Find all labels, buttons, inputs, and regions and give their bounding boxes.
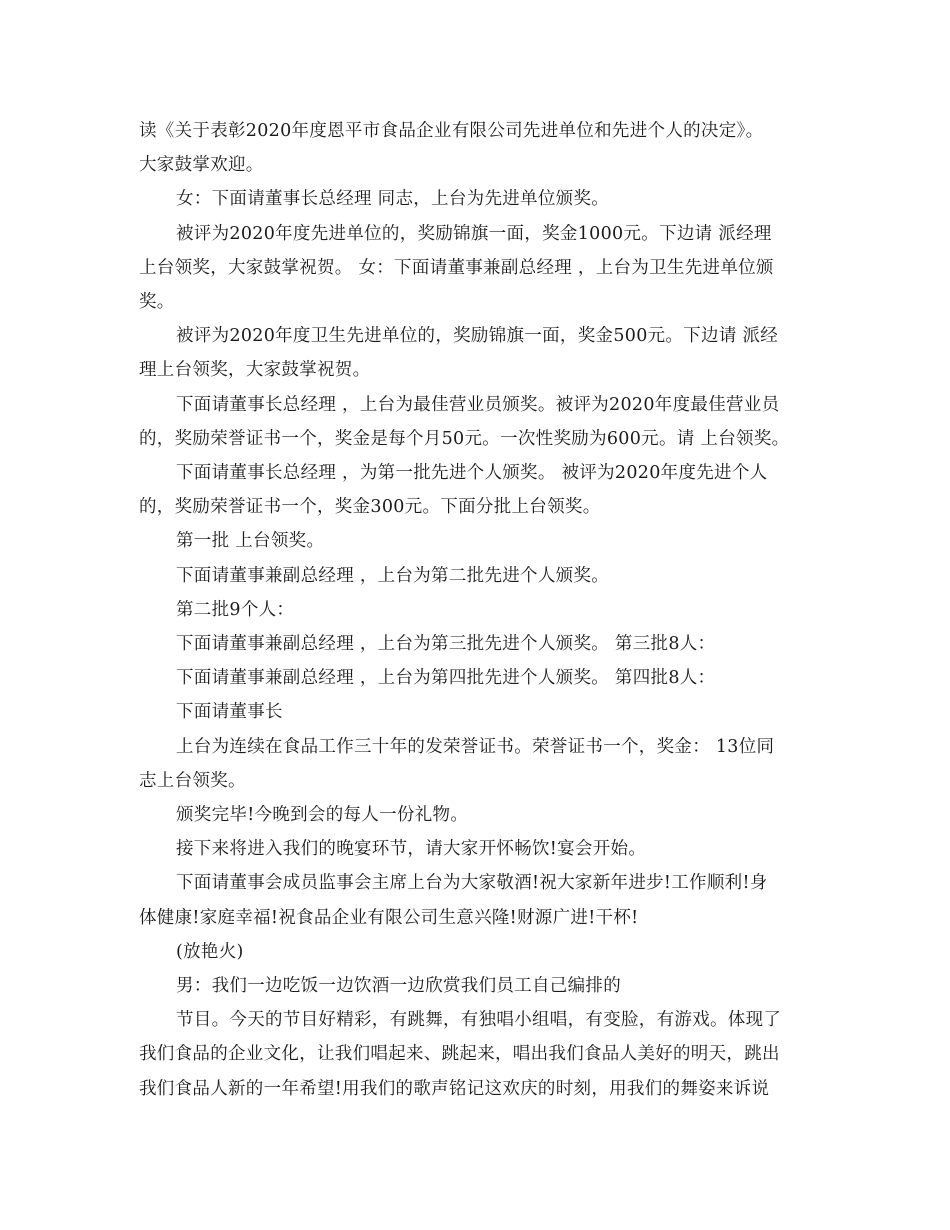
document-line: 下面请董事兼副总经理 ，上台为第二批先进个人颁奖。 <box>176 565 610 586</box>
document-line: 体健康!家庭幸福!祝食品企业有限公司生意兴隆!财源广进!干杯! <box>139 907 639 928</box>
document-line: 下面请董事兼副总经理 ，上台为第四批先进个人颁奖。 第四批8人： <box>176 668 716 689</box>
document-line: (放艳火) <box>176 941 244 962</box>
document-line: 被评为2020年度先进单位的，奖励锦旗一面，奖金1000元。下边请 派经理 <box>176 223 772 244</box>
document-line: 女：下面请董事长总经理 同志，上台为先进单位颁奖。 <box>176 189 610 210</box>
document-line: 上台领奖，大家鼓掌祝贺。 女：下面请董事兼副总经理 ，上台为卫生先进单位颁 <box>139 257 774 278</box>
document-line: 第二批9个人： <box>176 599 295 620</box>
document-line: 下面请董事长 <box>176 702 283 723</box>
document-line: 节目。今天的节目好精彩，有跳舞，有独唱小组唱，有变脸，有游戏。体现了 <box>176 1010 782 1031</box>
document-line: 被评为2020年度卫生先进单位的，奖励锦旗一面，奖金500元。下边请 派经 <box>176 326 779 347</box>
document-line: 奖。 <box>139 292 175 313</box>
document-line: 我们食品人新的一年希望!用我们的歌声铭记这欢庆的时刻，用我们的舞姿来诉说 <box>139 1078 770 1099</box>
document-body <box>139 114 814 1106</box>
document-line: 下面请董事兼副总经理 ，上台为第三批先进个人颁奖。 第三批8人： <box>176 634 716 655</box>
document-line: 颁奖完毕!今晚到会的每人一份礼物。 <box>176 805 469 826</box>
document-line: 我们食品的企业文化，让我们唱起来、跳起来，唱出我们食品人美好的明天，跳出 <box>139 1044 780 1065</box>
document-line: 大家鼓掌欢迎。 <box>139 155 264 176</box>
document-line: 的，奖励荣誉证书一个，奖金300元。下面分批上台领奖。 <box>139 497 601 518</box>
document-line: 的，奖励荣誉证书一个，奖金是每个月50元。一次性奖励为600元。请 上台领奖。 <box>139 428 790 449</box>
document-line: 下面请董事长总经理 ，为第一批先进个人颁奖。 被评为2020年度先进个人 <box>176 463 768 484</box>
document-line: 志上台领奖。 <box>139 770 246 791</box>
document-line: 上台为连续在食品工作三十年的发荣誉证书。荣誉证书一个，奖金： 13位同 <box>176 736 775 757</box>
document-line: 第一批 上台领奖。 <box>176 531 325 552</box>
document-line: 下面请董事会成员监事会主席上台为大家敬酒!祝大家新年进步!工作顺利!身 <box>176 873 768 894</box>
document-line: 接下来将进入我们的晚宴环节，请大家开怀畅饮!宴会开始。 <box>176 839 647 860</box>
document-line: 读《关于表彰2020年度恩平市食品企业有限公司先进单位和先进个人的决定》。 <box>139 121 764 141</box>
document-line: 男：我们一边吃饭一边饮酒一边欣赏我们员工自己编排的 <box>176 976 621 997</box>
document-line: 下面请董事长总经理 ，上台为最佳营业员颁奖。被评为2020年度最佳营业员 <box>176 394 780 415</box>
document-line: 理上台领奖，大家鼓掌祝贺。 <box>139 360 371 381</box>
